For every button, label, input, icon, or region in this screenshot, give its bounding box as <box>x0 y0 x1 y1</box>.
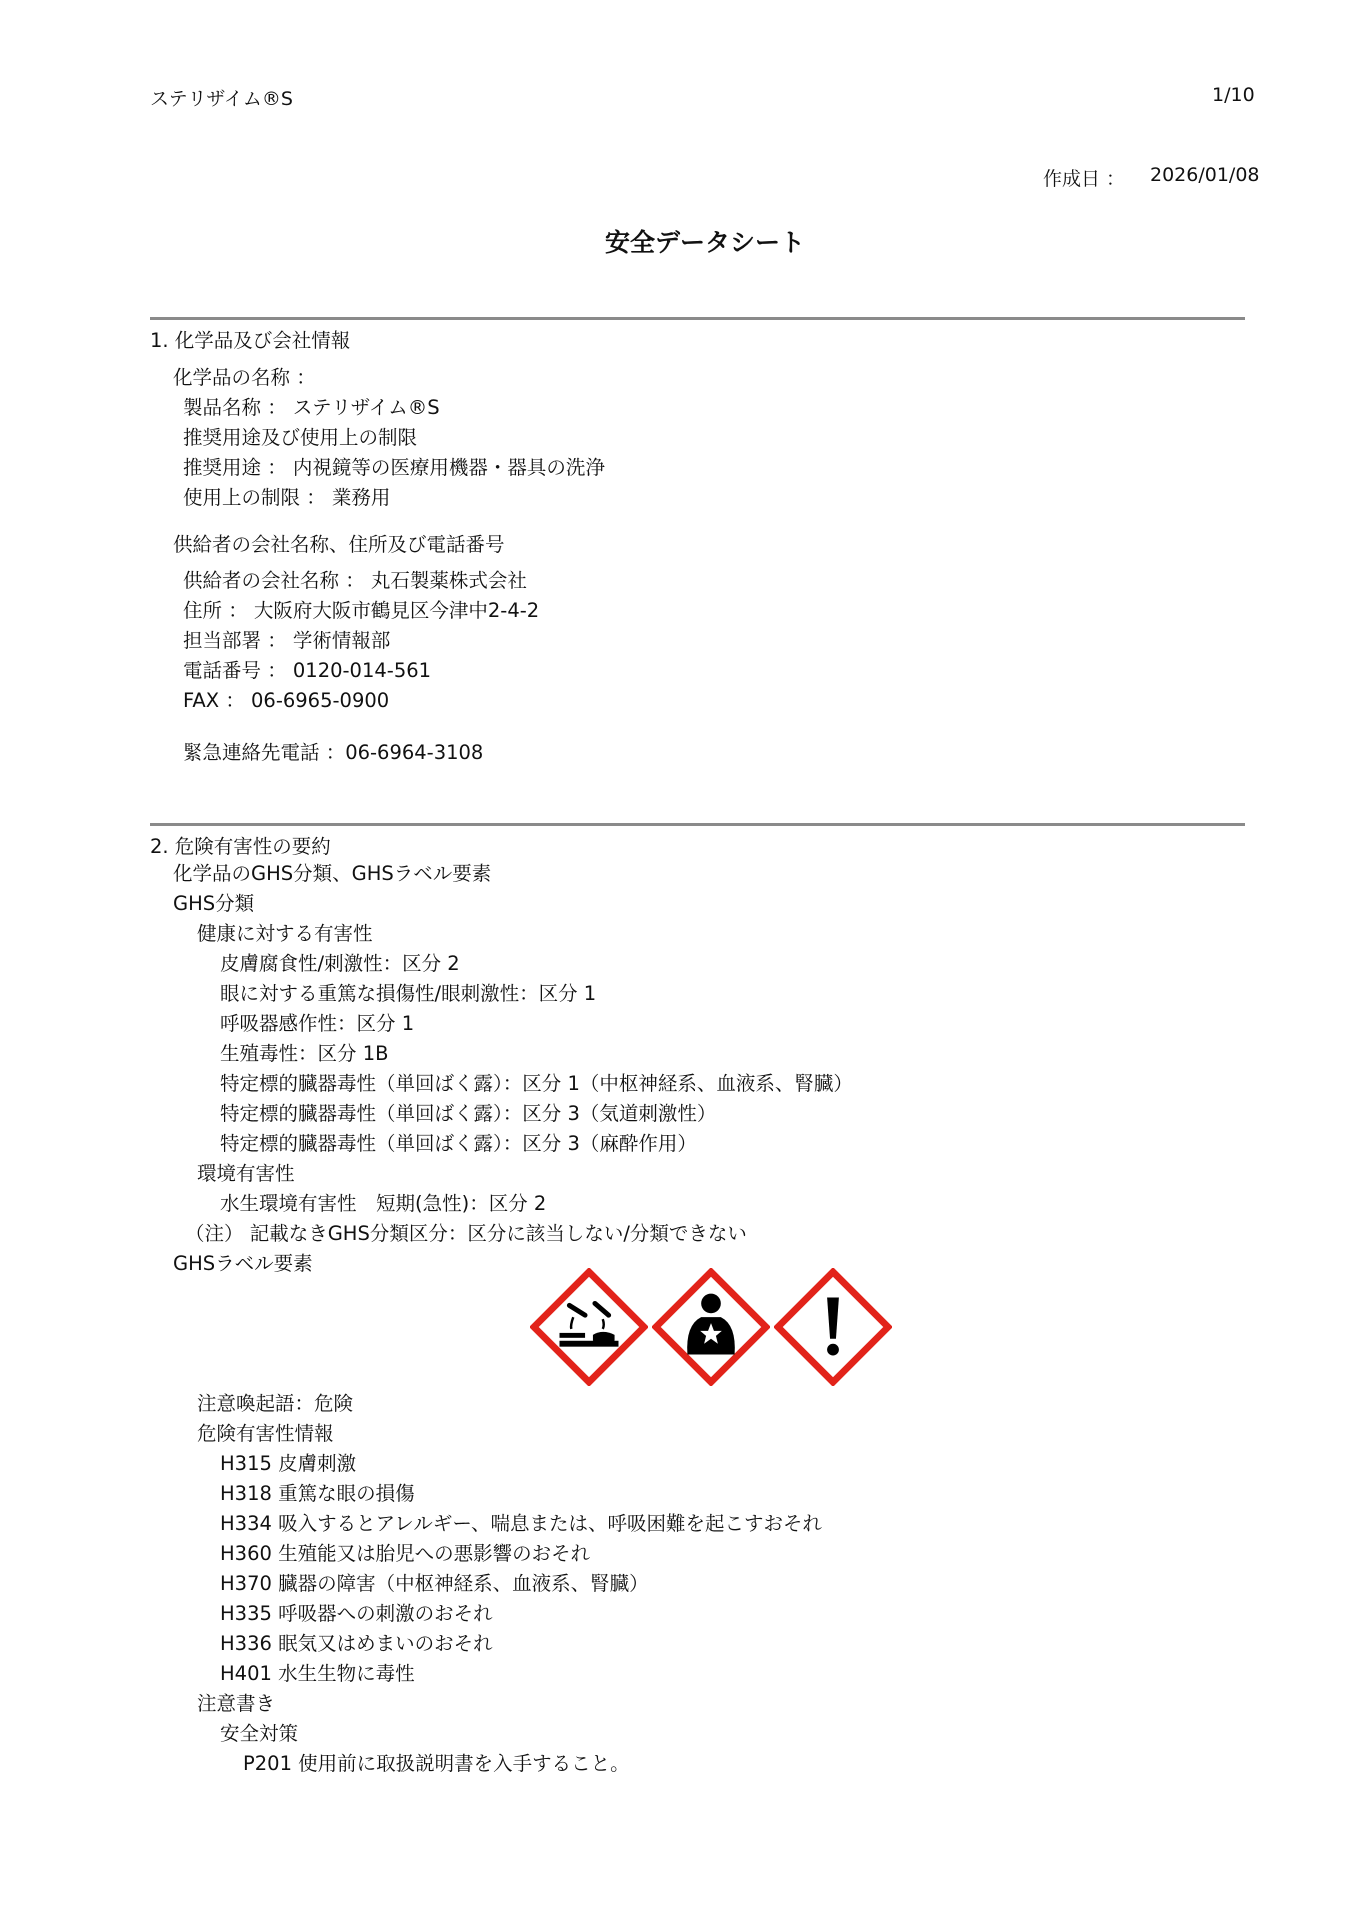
hazard-statement: H360 生殖能又は胎児への悪影響のおそれ <box>220 1542 591 1565</box>
hazard-statement: H315 皮膚刺激 <box>220 1452 357 1475</box>
classification-line: 呼吸器感作性：区分 1 <box>220 1012 415 1035</box>
classification-line: 特定標的臓器毒性（単回ばく露）：区分 3（麻酔作用） <box>220 1132 697 1155</box>
hazard-statement: H335 呼吸器への刺激のおそれ <box>220 1602 493 1625</box>
ghs-label-elements <box>173 1389 822 1779</box>
ghs-classification <box>173 859 853 1279</box>
section-1-product-info <box>173 363 605 513</box>
page-number: 1/10 <box>1212 84 1255 106</box>
info-line: 供給者の会社名称、住所及び電話番号 <box>173 533 505 556</box>
hazard-statement: H370 臓器の障害（中枢神経系、血液系、腎臓） <box>220 1572 649 1595</box>
document-title: 安全データシート <box>604 228 805 257</box>
info-line: FAX ： 06-6965-0900 <box>183 689 390 712</box>
section-2-heading: 2. 危険有害性の要約 <box>150 835 331 858</box>
health-hazard-pictogram-icon <box>652 1268 770 1386</box>
hazard-statement: H336 眠気又はめまいのおそれ <box>220 1632 493 1655</box>
precautionary-statement: P201 使用前に取扱説明書を入手すること。 <box>243 1752 630 1775</box>
info-line: 化学品の名称 ： <box>173 366 316 389</box>
hazard-statement: H334 吸入するとアレルギー、喘息または、呼吸困難を起こすおそれ <box>220 1512 823 1535</box>
hazard-statement: H318 重篤な眼の損傷 <box>220 1482 415 1505</box>
label-line: 危険有害性情報 <box>197 1422 334 1445</box>
section-1-supplier-info <box>173 530 539 716</box>
section-divider <box>150 317 1245 320</box>
corrosion-pictogram-icon <box>530 1268 648 1386</box>
info-line: 推奨用途及び使用上の制限 <box>183 426 418 449</box>
classification-line: 水生環境有害性 短期(急性)：区分 2 <box>220 1192 547 1215</box>
label-line: 安全対策 <box>220 1722 299 1745</box>
header-product-name: ステリザイム®S <box>150 88 293 110</box>
classification-line: 特定標的臓器毒性（単回ばく露）：区分 3（気道刺激性） <box>220 1102 717 1125</box>
exclamation-mark-pictogram-icon <box>774 1268 892 1386</box>
classification-line: GHS分類 <box>173 892 255 915</box>
info-line: 製品名称 ： ステリザイム®S <box>183 396 440 419</box>
info-line: 住所 ： 大阪府大阪市鶴見区今津中2-4-2 <box>183 599 540 622</box>
hazard-statement: H401 水生生物に毒性 <box>220 1662 415 1685</box>
classification-line: 皮膚腐食性/刺激性：区分 2 <box>220 952 460 975</box>
classification-line: 環境有害性 <box>197 1162 295 1185</box>
classification-line: GHSラベル要素 <box>173 1252 313 1275</box>
info-line: 電話番号 ： 0120-014-561 <box>183 659 432 682</box>
info-line: 推奨用途 ： 内視鏡等の医療用機器・器具の洗浄 <box>183 456 605 479</box>
created-date: 2026/01/08 <box>1150 164 1260 186</box>
classification-note: （注） 記載なきGHS分類区分：区分に該当しない/分類できない <box>185 1222 747 1245</box>
emergency-contact: 緊急連絡先電話 ：06-6964-3108 <box>183 741 484 764</box>
classification-line: 眼に対する重篤な損傷性/眼刺激性：区分 1 <box>220 982 597 1005</box>
label-line: 注意書き <box>197 1692 276 1715</box>
classification-line: 健康に対する有害性 <box>197 922 373 945</box>
classification-line: 生殖毒性：区分 1B <box>220 1042 389 1065</box>
label-line: 注意喚起語：危険 <box>197 1392 354 1415</box>
classification-line: 化学品のGHS分類、GHSラベル要素 <box>173 862 492 885</box>
info-line: 供給者の会社名称 ： 丸石製薬株式会社 <box>183 569 527 592</box>
classification-line: 特定標的臓器毒性（単回ばく露）：区分 1（中枢神経系、血液系、腎臓） <box>220 1072 853 1095</box>
created-date-label: 作成日 ： <box>1043 168 1126 190</box>
section-divider <box>150 823 1245 826</box>
info-line: 使用上の制限 ： 業務用 <box>183 486 391 509</box>
info-line: 担当部署 ： 学術情報部 <box>183 629 391 652</box>
section-1-heading: 1. 化学品及び会社情報 <box>150 329 351 352</box>
